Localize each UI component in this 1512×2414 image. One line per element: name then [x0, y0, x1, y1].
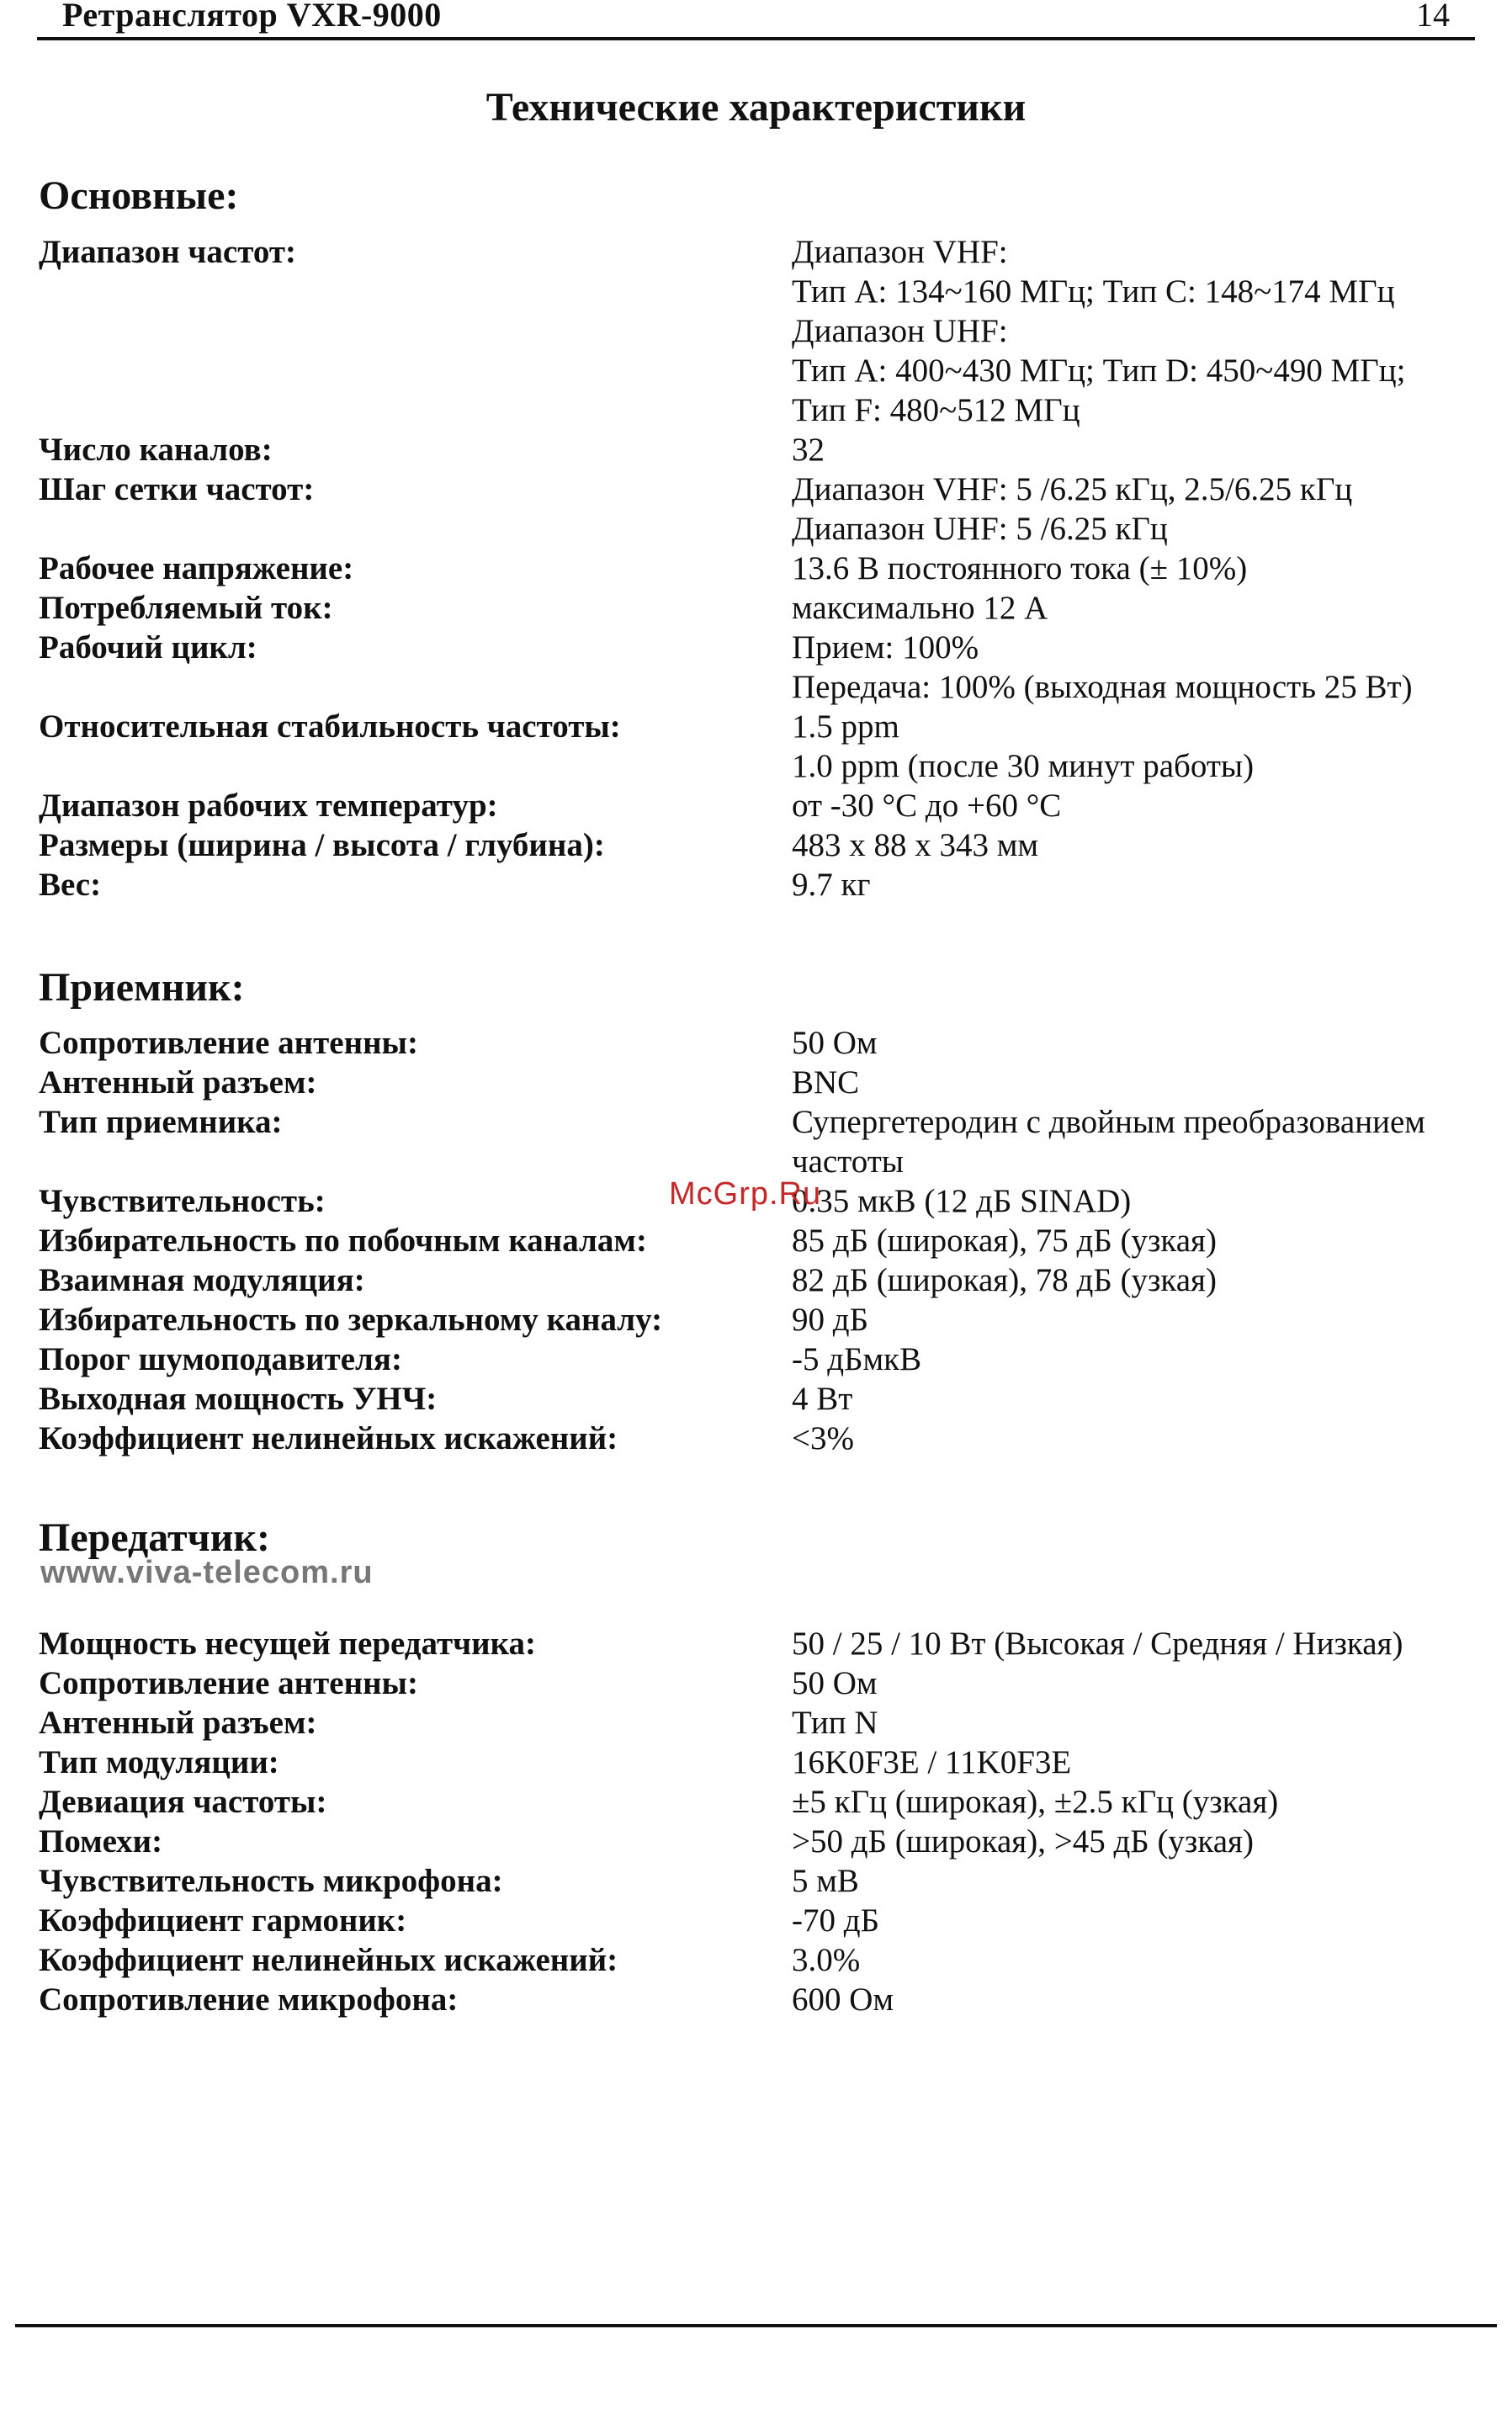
spec-row: [39, 1379, 1469, 1419]
spec-value: Передача: 100% (выходная мощность 25 Вт): [792, 669, 1413, 705]
page-number: 14: [1416, 0, 1450, 34]
spec-row: [39, 1782, 1469, 1822]
spec-row: [39, 1102, 1469, 1181]
spec-value: 85 дБ (широкая), 75 дБ (узкая): [792, 1223, 1217, 1259]
spec-label: Девиация частоты:: [39, 1784, 327, 1820]
spec-value: Диапазон UHF:: [792, 313, 1008, 349]
spec-label: Помехи:: [39, 1823, 163, 1860]
spec-label: Антенный разъем:: [39, 1064, 317, 1101]
spec-value: 3.0%: [792, 1942, 861, 1978]
spec-values: [792, 1782, 1469, 1822]
spec-label: Рабочее напряжение:: [39, 550, 354, 586]
spec-value: 50 / 25 / 10 Вт (Высокая / Средняя / Низкая): [792, 1626, 1403, 1662]
spec-values: [792, 1260, 1469, 1300]
spec-label: Чувствительность микрофона:: [39, 1863, 503, 1899]
spec-value: 1.0 ppm (после 30 минут работы): [792, 748, 1255, 784]
spec-value: BNC: [792, 1064, 860, 1101]
spec-row: [39, 1743, 1469, 1782]
spec-value: 0.35 мкВ (12 дБ SINAD): [792, 1183, 1132, 1219]
spec-value: 483 x 88 x 343 мм: [792, 827, 1039, 863]
spec-value: максимально 12 А: [792, 590, 1048, 626]
spec-label: Порог шумоподавителя:: [39, 1341, 402, 1377]
spec-row: [39, 1980, 1469, 2019]
spec-row: [39, 1063, 1469, 1102]
spec-row: [39, 1260, 1469, 1300]
spec-list-general: [39, 232, 1469, 905]
spec-value: Тип A: 134~160 МГц; Тип C: 148~174 МГц: [792, 273, 1395, 310]
spec-value: >50 дБ (широкая), >45 дБ (узкая): [792, 1823, 1254, 1860]
spec-value: 9.7 кг: [792, 867, 871, 903]
spec-values: [792, 232, 1469, 430]
section-title-transmitter: Передатчик:: [39, 1515, 270, 1560]
spec-label: Антенный разъем:: [39, 1705, 317, 1741]
spec-label: Коэффициент гармоник:: [39, 1902, 407, 1939]
spec-value: Тип F: 480~512 МГц: [792, 392, 1080, 428]
spec-values: [792, 1901, 1469, 1940]
spec-value: Тип A: 400~430 МГц; Тип D: 450~490 МГц;: [792, 353, 1406, 389]
spec-row: [39, 1624, 1469, 1663]
spec-values: [792, 865, 1469, 905]
spec-row: [39, 430, 1469, 470]
spec-row: [39, 786, 1469, 825]
spec-row: [39, 1300, 1469, 1340]
spec-label: Вес:: [39, 867, 102, 903]
spec-values: [792, 588, 1469, 628]
spec-value: 50 Ом: [792, 1665, 878, 1701]
spec-value: Прием: 100%: [792, 629, 979, 666]
spec-label: Относительная стабильность частоты:: [39, 708, 621, 745]
spec-value: Диапазон UHF: 5 /6.25 кГц: [792, 511, 1168, 547]
spec-value: Супергетеродин с двойным преобразованием: [792, 1104, 1425, 1140]
spec-values: [792, 1861, 1469, 1901]
spec-label: Шаг сетки частот:: [39, 471, 315, 507]
spec-values: [792, 1940, 1469, 1980]
spec-value: Тип N: [792, 1705, 878, 1741]
spec-values: [792, 1063, 1469, 1102]
page-header: [37, 0, 1475, 40]
spec-row: [39, 628, 1469, 707]
spec-value: 5 мВ: [792, 1863, 859, 1899]
spec-row: [39, 470, 1469, 549]
spec-values: [792, 549, 1469, 588]
section-title-general: Основные:: [39, 173, 239, 218]
spec-value: -5 дБмкВ: [792, 1341, 922, 1377]
spec-label: Сопротивление микрофона:: [39, 1982, 459, 2018]
spec-list-transmitter: [39, 1624, 1469, 2019]
spec-row: [39, 1901, 1469, 1940]
spec-label: Потребляемый ток:: [39, 590, 333, 626]
spec-value: 4 Вт: [792, 1381, 853, 1417]
spec-value: от -30 °C до +60 °C: [792, 788, 1062, 824]
spec-label: Сопротивление антенны:: [39, 1025, 418, 1061]
spec-label: Избирательность по зеркальному каналу:: [39, 1302, 663, 1338]
spec-row: [39, 588, 1469, 628]
spec-values: [792, 1703, 1469, 1743]
spec-value: 600 Ом: [792, 1982, 894, 2018]
spec-label: Чувствительность:: [39, 1183, 326, 1219]
spec-row: [39, 1340, 1469, 1379]
spec-value: 1.5 ppm: [792, 708, 899, 745]
spec-label: Тип приемника:: [39, 1104, 283, 1140]
watermark-site: www.viva-telecom.ru: [40, 1555, 374, 1590]
spec-values: [792, 707, 1469, 786]
spec-label: Взаимная модуляция:: [39, 1262, 365, 1298]
spec-row: [39, 825, 1469, 865]
spec-row: [39, 865, 1469, 905]
spec-value: Диапазон VHF: 5 /6.25 кГц, 2.5/6.25 кГц: [792, 471, 1353, 507]
spec-values: [792, 825, 1469, 865]
spec-label: Мощность несущей передатчика:: [39, 1626, 537, 1662]
spec-value: 82 дБ (широкая), 78 дБ (узкая): [792, 1262, 1217, 1298]
spec-label: Коэффициент нелинейных искажений:: [39, 1942, 618, 1978]
spec-value: 32: [792, 432, 825, 468]
spec-value: 13.6 В постоянного тока (± 10%): [792, 550, 1248, 586]
spec-list-receiver: [39, 1023, 1469, 1458]
spec-values: [792, 1822, 1469, 1861]
spec-label: Число каналов:: [39, 432, 273, 468]
spec-row: [39, 1023, 1469, 1063]
spec-values: [792, 1102, 1469, 1181]
spec-values: [792, 1023, 1469, 1063]
spec-values: [792, 470, 1469, 549]
spec-values: [792, 1980, 1469, 2019]
spec-value: ±5 кГц (широкая), ±2.5 кГц (узкая): [792, 1784, 1279, 1820]
spec-values: [792, 786, 1469, 825]
spec-row: [39, 1861, 1469, 1901]
spec-value: Диапазон VHF:: [792, 234, 1008, 270]
spec-values: [792, 1624, 1469, 1663]
spec-row: [39, 1940, 1469, 1980]
spec-values: [792, 628, 1469, 707]
spec-value: 16K0F3E / 11K0F3E: [792, 1744, 1072, 1780]
section-title-receiver: Приемник:: [39, 965, 245, 1010]
spec-row: [39, 1703, 1469, 1743]
spec-row: [39, 232, 1469, 430]
spec-row: [39, 707, 1469, 786]
spec-label: Диапазон рабочих температур:: [39, 788, 498, 824]
spec-values: [792, 1300, 1469, 1340]
spec-values: [792, 1221, 1469, 1260]
spec-label: Диапазон частот:: [39, 234, 297, 270]
spec-values: [792, 1379, 1469, 1419]
spec-label: Избирательность по побочным каналам:: [39, 1223, 647, 1259]
spec-row: [39, 1822, 1469, 1861]
footer-rule: [15, 2324, 1497, 2327]
spec-row: [39, 1419, 1469, 1458]
spec-value: 50 Ом: [792, 1025, 878, 1061]
spec-values: [792, 1743, 1469, 1782]
spec-values: [792, 1663, 1469, 1703]
spec-label: Коэффициент нелинейных искажений:: [39, 1420, 618, 1456]
spec-label: Рабочий цикл:: [39, 629, 257, 666]
spec-row: [39, 1663, 1469, 1703]
spec-values: [792, 430, 1469, 470]
spec-label: Размеры (ширина / высота / глубина):: [39, 827, 605, 863]
spec-label: Выходная мощность УНЧ:: [39, 1381, 438, 1417]
spec-values: [792, 1340, 1469, 1379]
page-title: Технические характеристики: [485, 85, 1027, 130]
spec-label: Сопротивление антенны:: [39, 1665, 418, 1701]
spec-row: [39, 1221, 1469, 1260]
spec-value: <3%: [792, 1420, 854, 1456]
spec-row: [39, 549, 1469, 588]
spec-label: Тип модуляции:: [39, 1744, 279, 1780]
watermark-mcgrp: McGrp.Ru: [669, 1176, 822, 1212]
spec-value: частоты: [792, 1143, 904, 1180]
spec-value: 90 дБ: [792, 1302, 868, 1338]
spec-values: [792, 1419, 1469, 1458]
spec-value: -70 дБ: [792, 1902, 879, 1939]
document-title: Ретранслятор VXR-9000: [62, 0, 442, 34]
spec-values: [792, 1181, 1469, 1221]
